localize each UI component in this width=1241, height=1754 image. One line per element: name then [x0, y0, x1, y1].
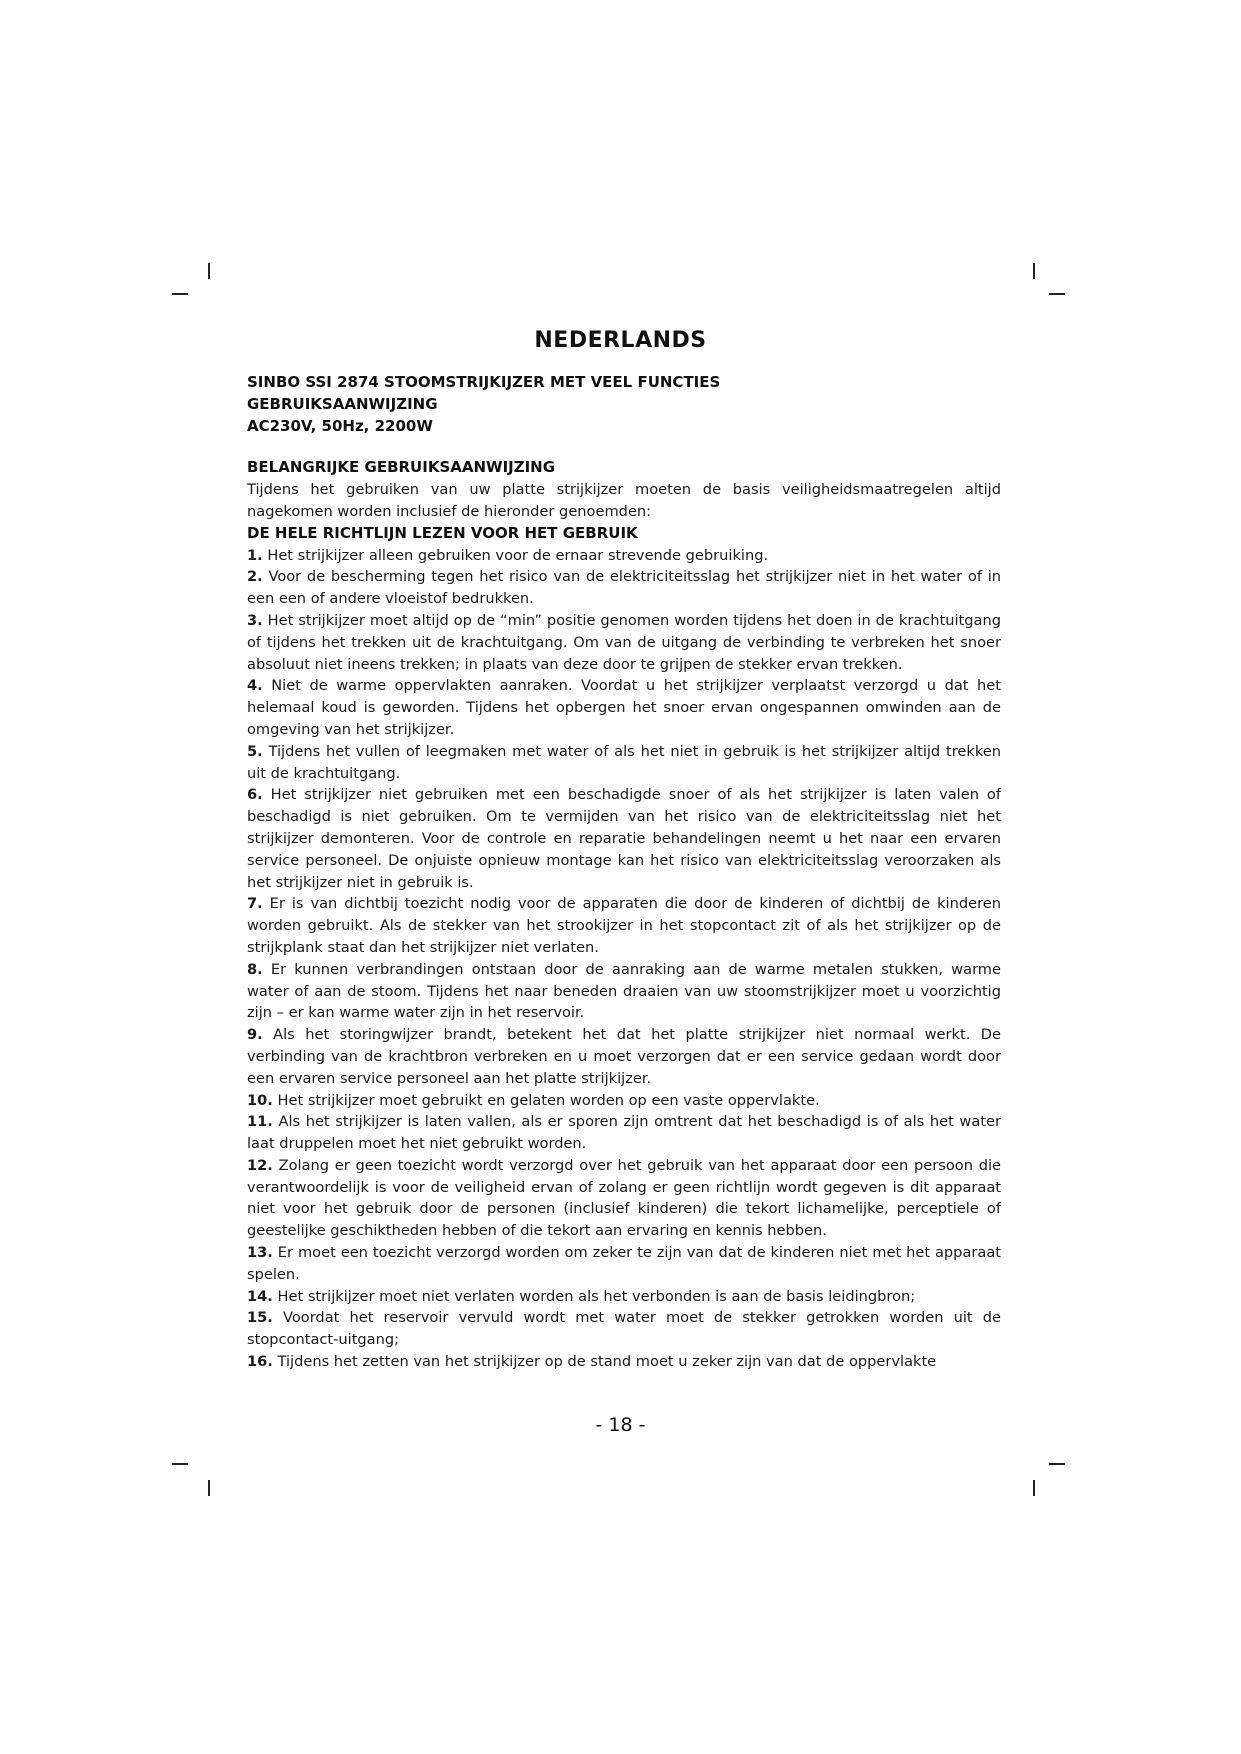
- crop-mark-bottom-left-horizontal: [172, 1463, 188, 1465]
- list-item: 15. Voordat het reservoir vervuld wordt met water moet de stekker getrokken worden uit de stopcontact-uitgang;: [247, 1309, 1001, 1349]
- list-item: 7. Er is van dichtbij toezicht nodig voor de apparaten die door de kinderen of dichtbij de kinderen worden gebruikt. Als de stekker van het strookijzer in het stopcontact zit of als het strijkijzer op de strijkplank staat dan het strijkijzer niet verlaten.: [247, 895, 1001, 956]
- list-item: 5. Tijdens het vullen of leegmaken met water of als het niet in gebruik is het strijkijzer altijd trekken uit de krachtuitgang.: [247, 742, 1002, 782]
- language-title: NEDERLANDS: [534, 328, 707, 353]
- crop-mark-top-right-horizontal: [1049, 293, 1065, 295]
- list-item: 12. Zolang er geen toezicht wordt verzorgd over het gebruik van het apparaat door een persoon die verantwoordelijk is voor de veiligheid ervan of zolang er geen richtlijn wordt gegeven is dit apparaat niet voor het gebruik door de personen (inclusief kinderen) die tekort lichamelijke, perceptiele of geestelijke geschiktheden hebben of die tekort aan ervaring en kennis hebben.: [247, 1156, 1001, 1240]
- list-item: 8. Er kunnen verbrandingen ontstaan door de aanraking aan de warme metalen stukken, warme water of aan de stoom. Tijdens het naar beneden draaien van uw stoomstrijkijzer moet u voorzichtig zijn – er kan warme water zijn in het reservoir.: [247, 960, 1002, 1022]
- list-item: 3. Het strijkijzer moet altijd op de “min” positie genomen worden tijdens het doen in de krachtuitgang of tijdens het trekken uit de krachtuitgang. Om van de uitgang de verbinding te verbreken het snoer absoluut niet ineens trekken; in plaats van deze door te grijpen de stekker ervan trekken.: [247, 611, 1001, 673]
- list-item: 16. Tijdens het zetten van het strijkijzer op de stand moet u zeker zijn van dat de oppervlakte: [247, 1353, 937, 1371]
- list-item: 9. Als het storingwijzer brandt, betekent het dat het platte strijkijzer niet normaal werkt. De verbinding van de krachtbron verbreken en u moet verzorgen dat er een service gedaan wordt door een ervaren service personeel aan het platte strijkijzer.: [247, 1026, 1001, 1087]
- list-item: 11. Als het strijkijzer is laten vallen, als er sporen zijn omtrent dat het beschadigd is of als het water laat druppelen moet het niet gebruikt worden.: [247, 1113, 1002, 1153]
- list-item: 10. Het strijkijzer moet gebruikt en gelaten worden op een vaste oppervlakte.: [247, 1091, 820, 1109]
- page-number: - 18 -: [595, 1414, 646, 1436]
- crop-mark-top-left-vertical: [208, 263, 210, 279]
- list-item: 1. Het strijkijzer alleen gebruiken voor de ernaar strevende gebruiking.: [247, 546, 769, 564]
- safety-list: [247, 545, 1001, 1373]
- crop-mark-bottom-right-vertical: [1033, 1480, 1035, 1496]
- product-title: SINBO SSI 2874 STOOMSTRIJKIJZER MET VEEL FUNCTIES: [247, 373, 721, 391]
- crop-mark-top-left-horizontal: [172, 293, 188, 295]
- crop-mark-bottom-right-horizontal: [1049, 1463, 1065, 1465]
- list-item: 4. Niet de warme oppervlakten aanraken. Voordat u het strijkijzer verplaatst verzorgd u dat het helemaal koud is geworden. Tijdens het opbergen het snoer ervan ongespannen omwinden aan de omgeving van het strijkijzer.: [247, 677, 1001, 738]
- crop-mark-bottom-left-vertical: [208, 1480, 210, 1496]
- read-all-title: DE HELE RICHTLIJN LEZEN VOOR HET GEBRUIK: [247, 523, 638, 542]
- list-item: 14. Het strijkijzer moet niet verlaten worden als het verbonden is aan de basis leidingbron;: [247, 1287, 916, 1305]
- manual-title: GEBRUIKSAANWIJZING: [247, 394, 438, 413]
- list-item: 13. Er moet een toezicht verzorgd worden om zeker te zijn van dat de kinderen niet met het apparaat spelen.: [247, 1244, 1001, 1283]
- list-item: 6. Het strijkijzer niet gebruiken met een beschadigde snoer of als het strijkijzer is laten valen of beschadigd is niet gebruiken. Om te vermijden van het risico van de elektriciteitsslag niet het strijkijzer demonteren. Voor de controle en reparatie behandelingen neemt u het naar een ervaren service personeel. De onjuiste opnieuw montage kan het risico van elektriciteitsslag veroorzaken als het strijkijzer niet in gebruik is.: [247, 786, 1001, 891]
- manual-content: [247, 372, 1001, 1373]
- intro-paragraph: Tijdens het gebruiken van uw platte strijkijzer moeten de basis veiligheidsmaatregelen altijd nagekomen worden inclusief de hieronder genoemden:: [247, 481, 1001, 520]
- crop-mark-top-right-vertical: [1033, 263, 1035, 279]
- specs-line: AC230V, 50Hz, 2200W: [247, 416, 433, 435]
- list-item: 2. Voor de bescherming tegen het risico van de elektriciteitsslag het strijkijzer niet in het water of in een een of andere vloeistof bedrukken.: [247, 568, 1002, 608]
- section-title: BELANGRIJKE GEBRUIKSAANWIJZING: [247, 458, 556, 477]
- section-spacer: [247, 437, 1001, 457]
